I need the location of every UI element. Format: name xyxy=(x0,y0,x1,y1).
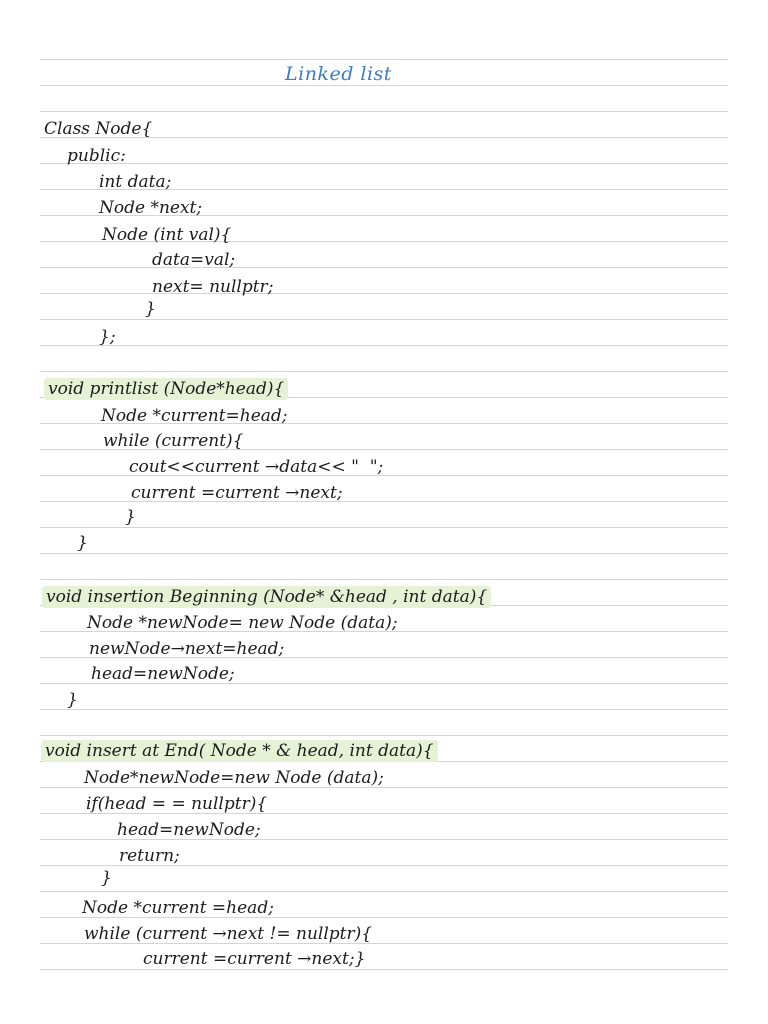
ruled-line xyxy=(40,553,728,554)
code-line: Class Node{ xyxy=(44,119,153,139)
code-line: newNode→next=head; xyxy=(89,639,285,659)
ruled-line xyxy=(40,267,728,268)
code-line: } xyxy=(77,533,88,553)
ruled-line xyxy=(40,709,728,710)
code-line: return; xyxy=(119,846,180,866)
code-line: } xyxy=(67,690,78,710)
ruled-line xyxy=(40,371,728,372)
ruled-line xyxy=(40,59,728,60)
page-title: Linked list xyxy=(285,63,392,85)
function-signature: void insert at End( Node * & head, int data){ xyxy=(41,740,438,762)
code-line: public: xyxy=(67,146,126,166)
code-line: int data; xyxy=(99,172,172,192)
code-line: current =current →next; xyxy=(131,483,343,503)
code-line: } xyxy=(145,299,156,319)
code-line: current =current →next;} xyxy=(143,949,366,969)
code-line: next= nullptr; xyxy=(152,277,274,297)
code-line: head=newNode; xyxy=(91,664,235,684)
code-line: if(head = = nullptr){ xyxy=(86,794,268,814)
code-line: Node *current=head; xyxy=(101,406,288,426)
code-line: Node (int val){ xyxy=(102,225,232,245)
ruled-line xyxy=(40,319,728,320)
ruled-line xyxy=(40,163,728,164)
ruled-line xyxy=(40,345,728,346)
code-line: Node*newNode=new Node (data); xyxy=(84,768,384,788)
ruled-line xyxy=(40,891,728,892)
code-line: } xyxy=(125,507,136,527)
ruled-line xyxy=(40,527,728,528)
code-line: Node *current =head; xyxy=(82,898,274,918)
code-line: Node *newNode= new Node (data); xyxy=(87,613,398,633)
code-line: data=val; xyxy=(152,250,236,270)
ruled-line xyxy=(40,579,728,580)
code-line: cout<<current →data<< " "; xyxy=(129,457,384,477)
code-line: while (current →next != nullptr){ xyxy=(84,924,373,944)
ruled-line xyxy=(40,293,728,294)
function-signature: void printlist (Node*head){ xyxy=(44,378,288,400)
function-signature: void insertion Beginning (Node* &head , int data){ xyxy=(42,586,491,608)
ruled-line xyxy=(40,735,728,736)
code-line: while (current){ xyxy=(103,431,244,451)
code-line: } xyxy=(101,868,112,888)
code-line: head=newNode; xyxy=(117,820,261,840)
ruled-line xyxy=(40,85,728,86)
code-line: Node *next; xyxy=(99,198,203,218)
ruled-line xyxy=(40,111,728,112)
code-line: }; xyxy=(99,327,116,347)
